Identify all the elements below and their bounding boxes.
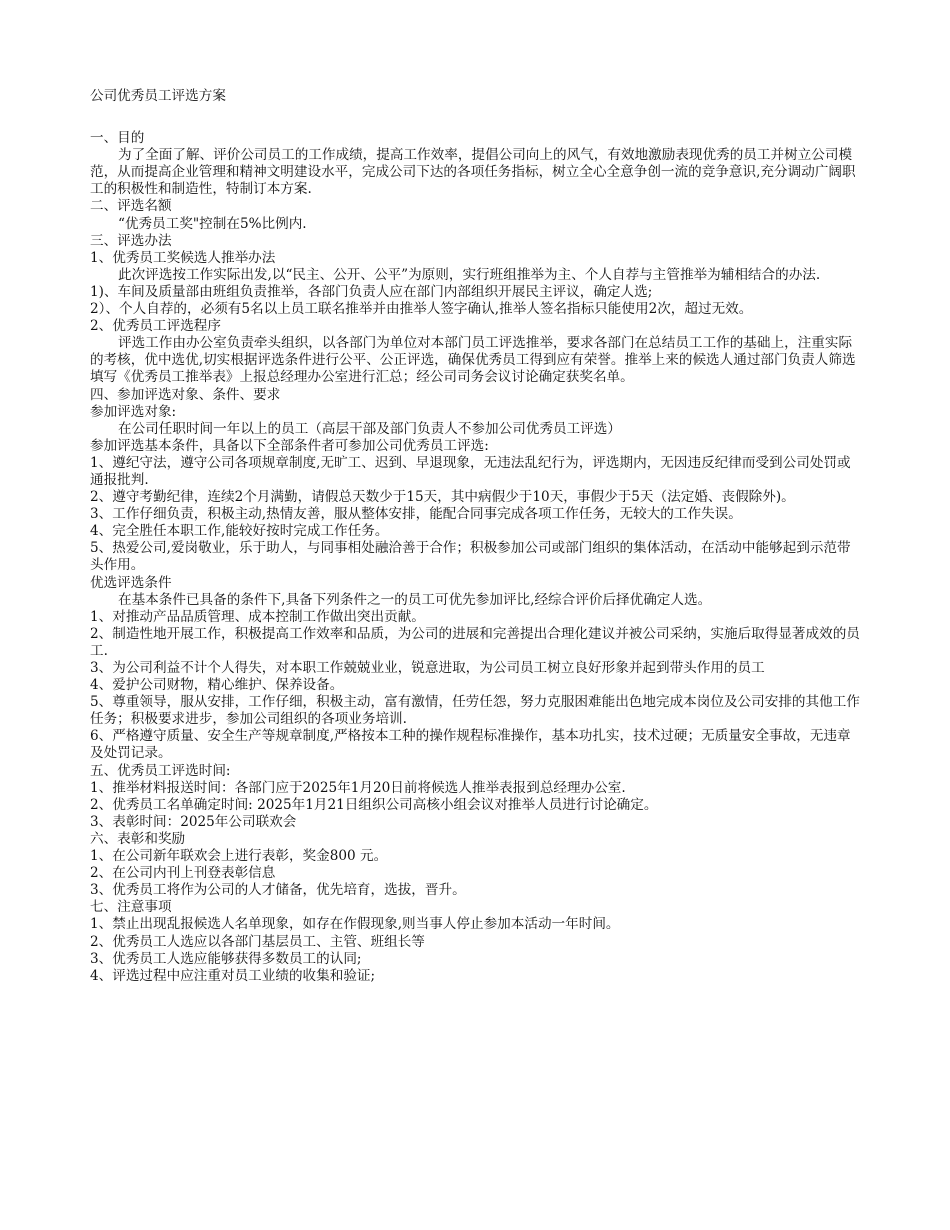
paragraph: 评选工作由办公室负责牵头组织，以各部门为单位对本部门员工评选推举，要求各部门在总结员工工作的基础上，注重实际的考核，优中选优,切实根据评选条件进行公平、公正评选，确保优秀员工得到应有荣誉。推举上来的候选人通过部门负责人筛选填写《优秀员工推举表》上报总经理办公室进行汇总；经公司司务会议讨论确定获奖名单。 xyxy=(90,335,856,386)
document-title: 公司优秀员工评选方案 xyxy=(90,88,226,104)
paragraph: 七、注意事项 xyxy=(90,899,172,916)
paragraph: 2、遵守考勤纪律，连续2个月满勤，请假总天数少于15天，其中病假少于10天，事假少于5天（法定婚、丧假除外)。 xyxy=(90,489,795,506)
paragraph: 3、优秀员工将作为公司的人才储备，优先培育，选拔，晋升。 xyxy=(90,882,466,899)
paragraph: 5、热爱公司,爱岗敬业，乐于助人，与同事相处融洽善于合作；积极参加公司或部门组织的集体活动，在活动中能够起到示范带头作用。 xyxy=(90,540,851,574)
paragraph: 四、参加评选对象、条件、要求 xyxy=(90,386,281,403)
paragraph: 3、表彰时间：2025年公司联欢会 xyxy=(90,813,297,830)
paragraph: 1)、车间及质量部由班组负责推举，各部门负责人应在部门内部组织开展民主评议，确定人选; xyxy=(90,283,653,300)
paragraph: 4、评选过程中应注重对员工业绩的收集和验证; xyxy=(90,967,376,984)
paragraph: 一、目的 xyxy=(90,130,145,147)
paragraph: 二、评选名额 xyxy=(90,198,172,215)
paragraph: 六、表彰和奖励 xyxy=(90,830,186,847)
paragraph: 五、优秀员工评选时间: xyxy=(90,762,231,779)
paragraph: 5、尊重领导，服从安排，工作仔细，积极主动，富有激情，任劳任怨，努力克服困难能出色地完成本岗位及公司安排的其他工作任务；积极要求进步，参加公司组织的各项业务培训. xyxy=(90,694,860,728)
paragraph: 3、工作仔细负责，积极主动,热情友善，服从整体安排，能配合同事完成各项工作任务，无较大的工作失误。 xyxy=(90,506,742,523)
paragraph: 4、爱护公司财物，精心维护、保养设备。 xyxy=(90,677,344,694)
paragraph: 2、在公司内刊上刊登表彰信息 xyxy=(90,865,276,882)
paragraph: 1、禁止出现乱报候选人名单现象，如存在作假现象,则当事人停止参加本活动一年时间。 xyxy=(90,916,620,933)
paragraph: 1、在公司新年联欢会上进行表彰，奖金800 元。 xyxy=(90,848,388,865)
paragraph: 为了全面了解、评价公司员工的工作成绩，提高工作效率，提倡公司向上的风气，有效地激励表现优秀的员工并树立公司模范，从而提高企业管理和精神文明建设水平，完成公司下达的各项任务指标，树立全心全意争创一流的竞争意识,充分调动广阔职工的积极性和制造性，特制订本方案. xyxy=(90,147,856,198)
paragraph: 3、为公司利益不计个人得失，对本职工作兢兢业业，锐意进取，为公司员工树立良好形象并起到带头作用的员工 xyxy=(90,660,765,676)
paragraph: 2、优秀员工评选程序 xyxy=(90,318,221,335)
paragraph: 2）、个人自荐的，必须有5名以上员工联名推举并由推举人签字确认,推举人签名指标只能使用2次，超过无效。 xyxy=(90,301,753,318)
paragraph: 1、遵纪守法，遵守公司各项规章制度,无旷工、迟到、早退现象，无违法乱纪行为，评选期内，无因违反纪律而受到公司处罚或通报批判. xyxy=(90,454,851,488)
paragraph: 6、严格遵守质量、安全生产等规章制度,严格按本工种的操作规程标准操作，基本功扎实，技术过硬；无质量安全事故，无违章及处罚记录。 xyxy=(90,728,851,762)
paragraph: 在基本条件已具备的条件下,具备下列条件之一的员工可优先参加评比,经综合评价后择优确定人选。 xyxy=(118,591,712,608)
paragraph: 1、优秀员工奖候选人推举办法 xyxy=(90,249,276,266)
document-body xyxy=(90,130,860,985)
paragraph: 在公司任职时间一年以上的员工（高层干部及部门负责人不参加公司优秀员工评选） xyxy=(118,420,621,437)
paragraph: 2、制造性地开展工作，积极提高工作效率和品质，为公司的进展和完善提出合理化建议并被公司采纳，实施后取得显著成效的员工. xyxy=(90,625,860,659)
paragraph: 优选评选条件 xyxy=(90,574,172,591)
paragraph: 2、优秀员工名单确定时间: 2025年1月21日组织公司高核小组会议对推举人员进行讨论确定。 xyxy=(90,796,658,813)
paragraph: 三、评选办法 xyxy=(90,232,172,249)
paragraph: “优秀员工奖"控制在5%比例内. xyxy=(118,215,307,232)
paragraph: 此次评选按工作实际出发,以“民主、公开、公平”为原则，实行班组推举为主、个人自荐与主管推举为辅相结合的办法. xyxy=(118,266,821,283)
paragraph: 3、优秀员工人选应能够获得多数员工的认同; xyxy=(90,950,362,967)
document-page xyxy=(90,88,860,985)
paragraph: 1、推举材料报送时间：各部门应于2025年1月20日前将候选人推举表报到总经理办公室. xyxy=(90,779,626,796)
paragraph: 2、优秀员工人选应以各部门基层员工、主管、班组长等 xyxy=(90,933,425,950)
paragraph: 参加评选对象: xyxy=(90,403,177,420)
paragraph: 4、完全胜任本职工作,能较好按时完成工作任务。 xyxy=(90,523,389,540)
paragraph: 1、对推动产品品质管理、成本控制工作做出突出贡献。 xyxy=(90,608,425,625)
paragraph: 参加评选基本条件，具备以下全部条件者可参加公司优秀员工评选: xyxy=(90,437,489,454)
